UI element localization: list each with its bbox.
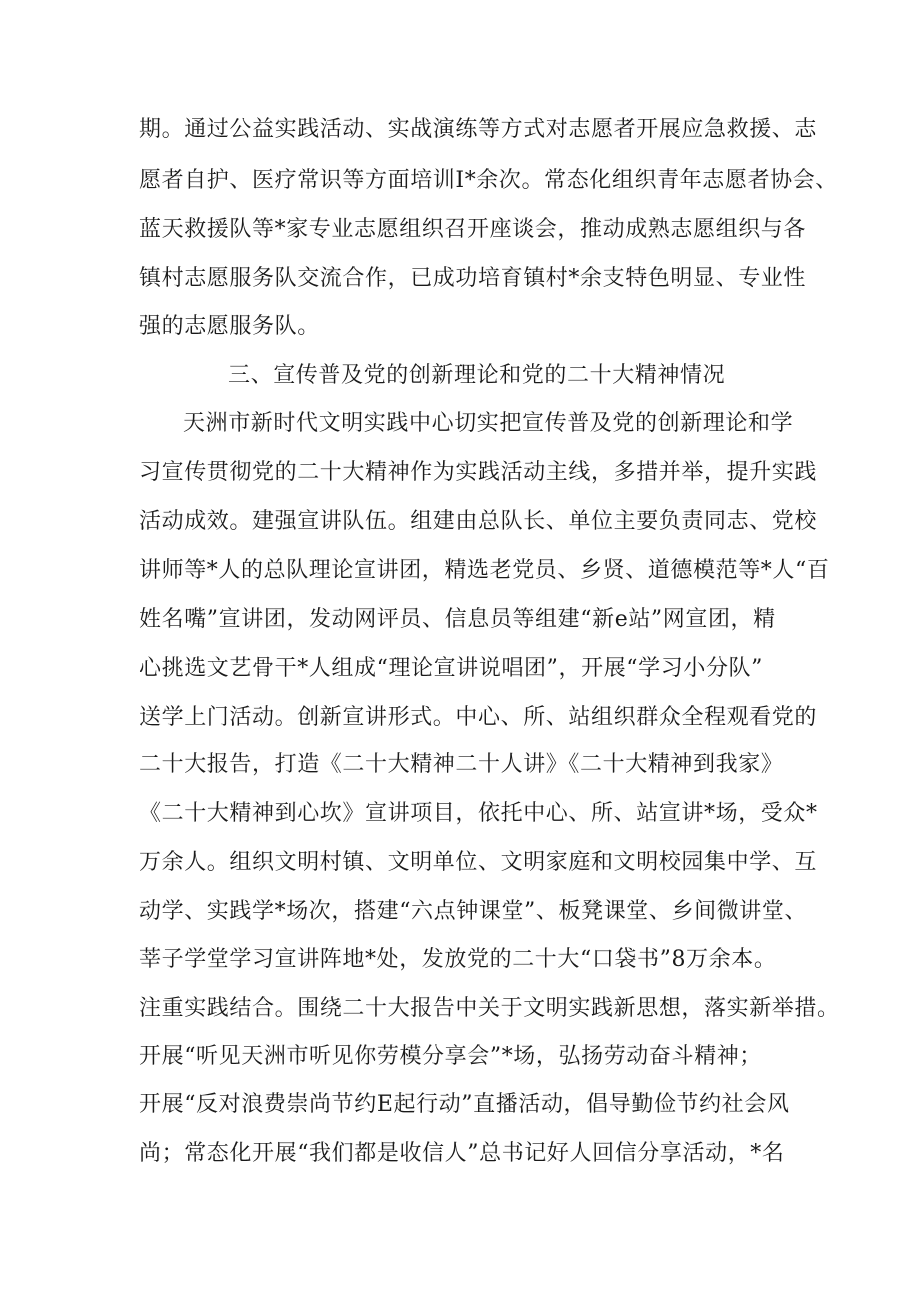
paragraph-line: 尚；常态化开展“我们都是收信人”总书记好人回信分享活动，*名 [139,1141,785,1166]
paragraph-line: 万余人。组织文明村镇、文明单位、文明家庭和文明校园集中学、互 [139,850,818,875]
paragraph-line: 《二十大精神到心坎》宣讲项目，依托中心、所、站宣讲*场，受众* [139,801,818,826]
paragraph-line: 期。通过公益实践活动、实战演练等方式对志愿者开展应急救援、志 [139,117,818,142]
paragraph-line: 活动成效。建强宣讲队伍。组建由总队长、单位主要负责同志、党校 [139,509,818,534]
paragraph-line: 送学上门活动。创新宣讲形式。中心、所、站组织群众全程观看党的 [139,705,818,730]
paragraph-line: 姓名嘴”宣讲团，发动网评员、信息员等组建“新e站”网宣团，精 [139,607,776,632]
paragraph-line: 愿者自护、医疗常识等方面培训I*余次。常态化组织青年志愿者协会、 [139,168,838,193]
paragraph-line: 莘子学堂学习宣讲阵地*处，发放党的二十大“口袋书”8万余本。 [139,947,777,972]
paragraph-line: 强的志愿服务队。 [139,314,320,339]
paragraph-line: 讲师等*人的总队理论宣讲团，精选老党员、乡贤、道德模范等*人“百 [139,558,830,583]
paragraph-line: 开展“听见天洲市听见你劳模分享会”*场，弘扬劳动奋斗精神； [139,1044,762,1069]
paragraph-line: 开展“反对浪费崇尚节约E起行动”直播活动，倡导勤俭节约社会风 [139,1092,790,1117]
paragraph-line: 二十大报告，打造《二十大精神二十人讲》《二十大精神到我家》 [139,752,784,777]
paragraph-line: 蓝天救援队等*家专业志愿组织召开座谈会，推动成熟志愿组织与各 [139,217,807,242]
paragraph-line: 天洲市新时代文明实践中心切实把宣传普及党的创新理论和学 [183,411,794,436]
paragraph-line: 习宣传贯彻党的二十大精神作为实践活动主线，多措并举，提升实践 [139,460,818,485]
paragraph-line: 注重实践结合。围绕二十大报告中关于文明实践新思想，落实新举措。 [139,996,840,1021]
paragraph-line: 镇村志愿服务队交流合作，已成功培育镇村*余支特色明显、专业性 [139,266,807,291]
paragraph-line: 心挑选文艺骨干*人组成“理论宣讲说唱团”，开展“学习小分队” [139,656,763,681]
paragraph-line: 动学、实践学*场次，搭建“六点钟课堂”、板凳课堂、乡间微讲堂、 [139,899,808,924]
section-heading: 三、宣传普及党的创新理论和党的二十大精神情况 [228,363,726,388]
